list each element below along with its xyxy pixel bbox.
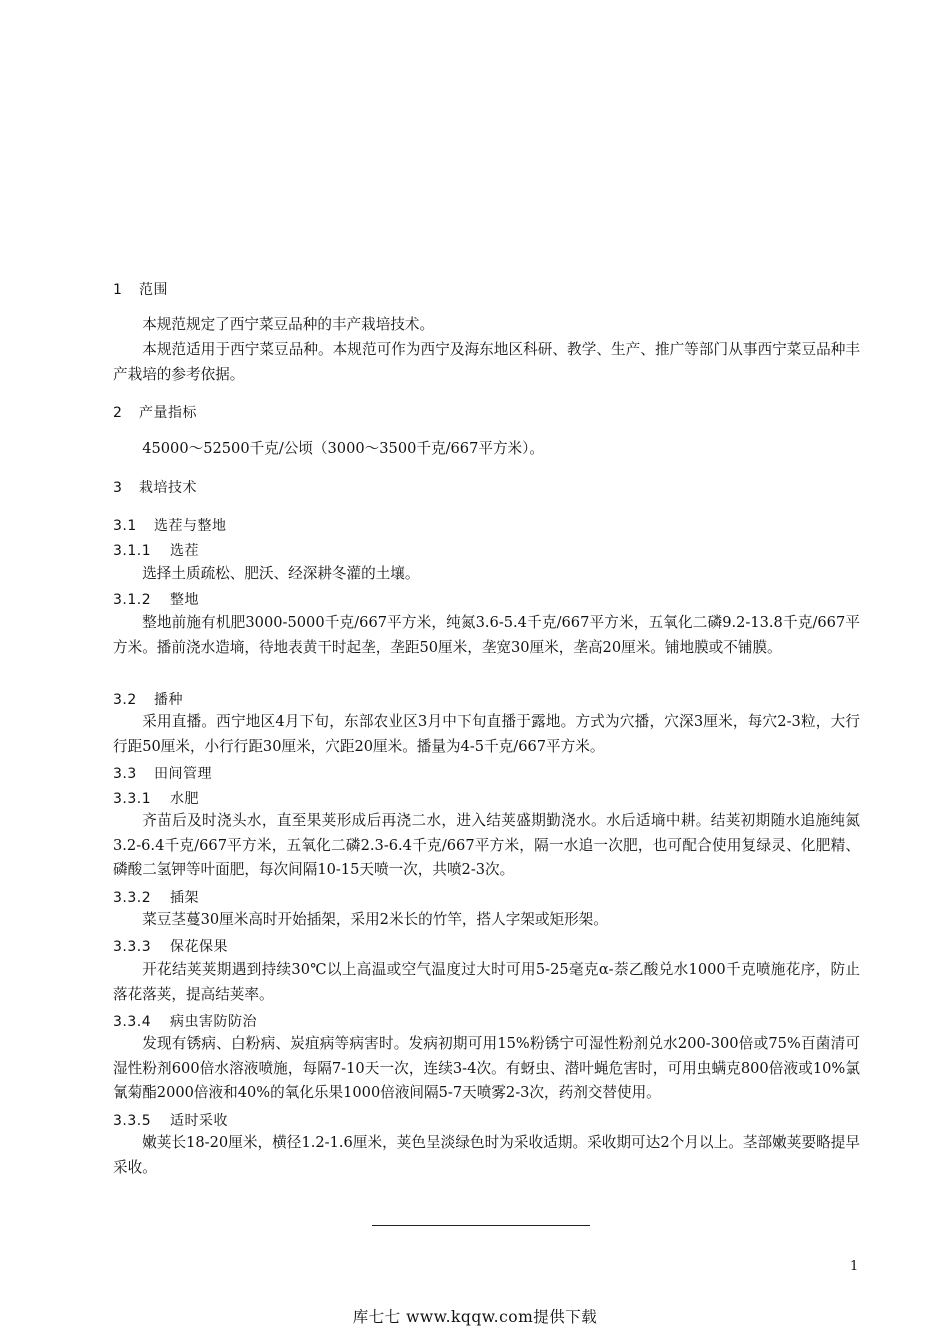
paragraph-1-2: 本规范适用于西宁菜豆品种。本规范可作为西宁及海东地区科研、教学、生产、推广等部门从事西宁菜豆品种丰产栽培的参考依据。 xyxy=(113,341,860,383)
heading-3-1-1: 3.1.1 选茬 xyxy=(113,543,199,559)
paragraph-3-3-4: 发现有锈病、白粉病、炭疽病等病害时。发病初期可用15%粉锈宁可湿性粉剂兑水200-300倍或75%百菌清可湿性粉剂600倍水溶液喷施，每隔7-10天一次，连续3-4次。有蚜虫、潜叶蝇危害时，可用虫螨克800倍液或10%氯氰菊酯2000倍液和40%的氧化乐果1000倍液间隔5-7天喷雾2-3次，药剂交替使用。 xyxy=(113,1035,860,1101)
paragraph-3-3-5: 嫩荚长18-20厘米，横径1.2-1.6厘米，荚色呈淡绿色时为采收适期。采收期可达2个月以上。茎部嫩荚要略提早采收。 xyxy=(113,1134,860,1176)
heading-3-3-1: 3.3.1 水肥 xyxy=(113,791,199,807)
paragraph-1-1: 本规范规定了西宁菜豆品种的丰产栽培技术。 xyxy=(142,316,435,333)
heading-3-3: 3.3 田间管理 xyxy=(113,766,212,782)
end-rule xyxy=(372,1225,590,1226)
heading-3-3-3: 3.3.3 保花保果 xyxy=(113,939,228,955)
heading-3-1: 3.1 选茬与整地 xyxy=(113,518,227,534)
paragraph-3-3-2: 菜豆茎蔓30厘米高时开始插架，采用2米长的竹竿，搭人字架或矩形架。 xyxy=(142,911,608,928)
paragraph-3-3-3: 开花结荚荚期遇到持续30℃以上高温或空气温度过大时可用5-25毫克α-萘乙酸兑水1000千克喷施花序，防止落花落荚，提高结荚率。 xyxy=(113,961,860,1003)
paragraph-2-1: 45000～52500千克/公顷（3000～3500千克/667平方米）。 xyxy=(142,440,545,457)
heading-1: 1 范围 xyxy=(113,282,168,298)
page-number: 1 xyxy=(850,1259,859,1274)
heading-3-2: 3.2 播种 xyxy=(113,692,183,708)
paragraph-3-1-1: 选择土质疏松、肥沃、经深耕冬灌的土壤。 xyxy=(142,565,420,582)
heading-3-1-2: 3.1.2 整地 xyxy=(113,592,199,608)
paragraph-3-2: 采用直播。西宁地区4月下旬，东部农业区3月中下旬直播于露地。方式为穴播，穴深3厘米，每穴2-3粒，大行行距50厘米，小行行距30厘米，穴距20厘米。播量为4-5千克/667平方米。 xyxy=(113,713,860,755)
heading-3-3-4: 3.3.4 病虫害防防治 xyxy=(113,1014,257,1030)
heading-2: 2 产量指标 xyxy=(113,405,197,421)
footer-watermark: 库七七 www.kqqw.com提供下载 xyxy=(352,1308,598,1326)
paragraph-3-1-2: 整地前施有机肥3000-5000千克/667平方米，纯氮3.6-5.4千克/667平方米，五氧化二磷9.2-13.8千克/667平方米。播前浇水造墒，待地表黄干时起垄，垄距50厘米，垄宽30厘米，垄高20厘米。铺地膜或不铺膜。 xyxy=(113,614,860,656)
heading-3-3-2: 3.3.2 插架 xyxy=(113,890,199,906)
paragraph-3-3-1: 齐苗后及时浇头水，直至果荚形成后再浇二水，进入结荚盛期勤浇水。水后适墒中耕。结荚初期随水追施纯氮3.2-6.4千克/667平方米，五氧化二磷2.3-6.4千克/667平方米，隔一水追一次肥，也可配合使用复绿灵、化肥精、磷酸二氢钾等叶面肥，每次间隔10-15天喷一次，共喷2-3次。 xyxy=(113,812,860,878)
heading-3: 3 栽培技术 xyxy=(113,480,197,496)
heading-3-3-5: 3.3.5 适时采收 xyxy=(113,1113,228,1129)
